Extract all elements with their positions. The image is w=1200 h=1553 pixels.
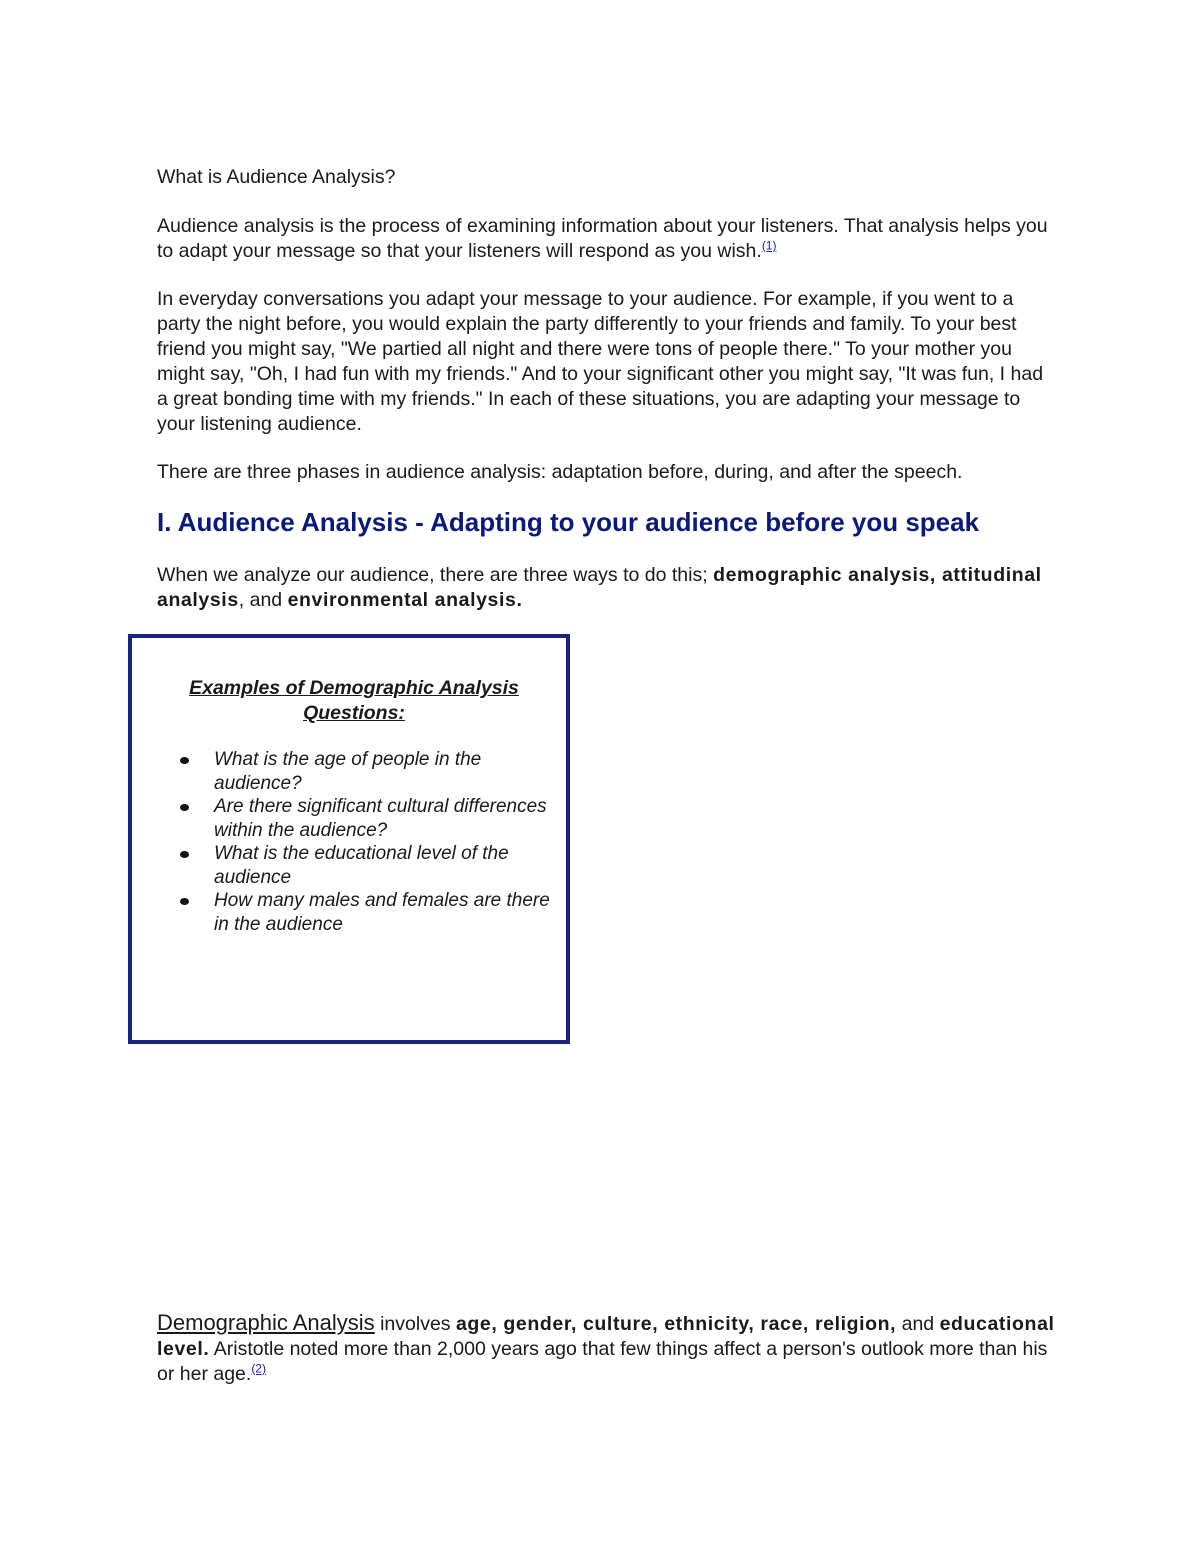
demographic-factors: age, gender, culture, ethnicity, race, religion, (455, 1313, 897, 1335)
list-item (132, 889, 562, 936)
ways-term-environmental: environmental analysis. (287, 589, 523, 611)
example-paragraph: In everyday conversations you adapt your message to your audience. For example, if you went to a party the night before, you would explain the party differently to your friends and family. To your best friend you might say, "We partied all night and there were tons of people there." To your mother you might say, "Oh, I had fun with my friends." And to your significant other you might say, "It was fun, I had a great bonding time with my friends." In each of these situations, you are adapting your message to your listening audience. (157, 288, 1044, 435)
demographic-and: and (896, 1313, 940, 1335)
footnote-link-2[interactable]: (2) (251, 1361, 266, 1376)
ways-separator: , and (238, 589, 288, 611)
list-item (132, 795, 562, 842)
box-title: Examples of Demographic Analysis Questions: (189, 677, 519, 724)
list-item-text: What is the educational level of the audience (214, 843, 509, 888)
ways-lead: When we analyze our audience, there are three ways to do this; (157, 564, 714, 586)
bullet-icon (180, 804, 189, 811)
list-item-text: Are there significant cultural differences within the audience? (214, 796, 547, 841)
demographic-term: Demographic Analysis (157, 1310, 375, 1335)
list-item-text: How many males and females are there in the audience (214, 890, 550, 935)
demographic-questions-box (128, 634, 570, 1044)
box-question-list (132, 748, 562, 936)
bullet-icon (180, 851, 189, 858)
demographic-rest: Aristotle noted more than 2,000 years ago that few things affect a person's outlook more than his or her age. (157, 1338, 1048, 1385)
demographic-paragraph (157, 1310, 1057, 1387)
demographic-involves: involves (374, 1313, 456, 1335)
bullet-icon (180, 898, 189, 905)
section-heading: I. Audience Analysis - Adapting to your audience before you speak (157, 507, 980, 537)
phases-paragraph: There are three phases in audience analysis: adaptation before, during, and after the speech. (157, 461, 963, 483)
ways-paragraph (157, 563, 1057, 613)
list-item (132, 748, 562, 795)
list-item-text: What is the age of people in the audience? (214, 749, 482, 794)
bullet-icon (180, 757, 189, 764)
ways-term-demographic-attitudinal: demographic analysis, attitudinal analysis (157, 564, 1042, 611)
footnote-link-1[interactable]: (1) (761, 238, 777, 253)
demographic-last-factor: educational level. (157, 1313, 1055, 1360)
document-title-line: What is Audience Analysis? (157, 166, 396, 188)
list-item (132, 842, 562, 889)
intro-paragraph (157, 214, 1057, 264)
intro-text: Audience analysis is the process of examining information about your listeners. That analysis helps you to adapt your message so that your listeners will respond as you wish. (157, 215, 1048, 262)
